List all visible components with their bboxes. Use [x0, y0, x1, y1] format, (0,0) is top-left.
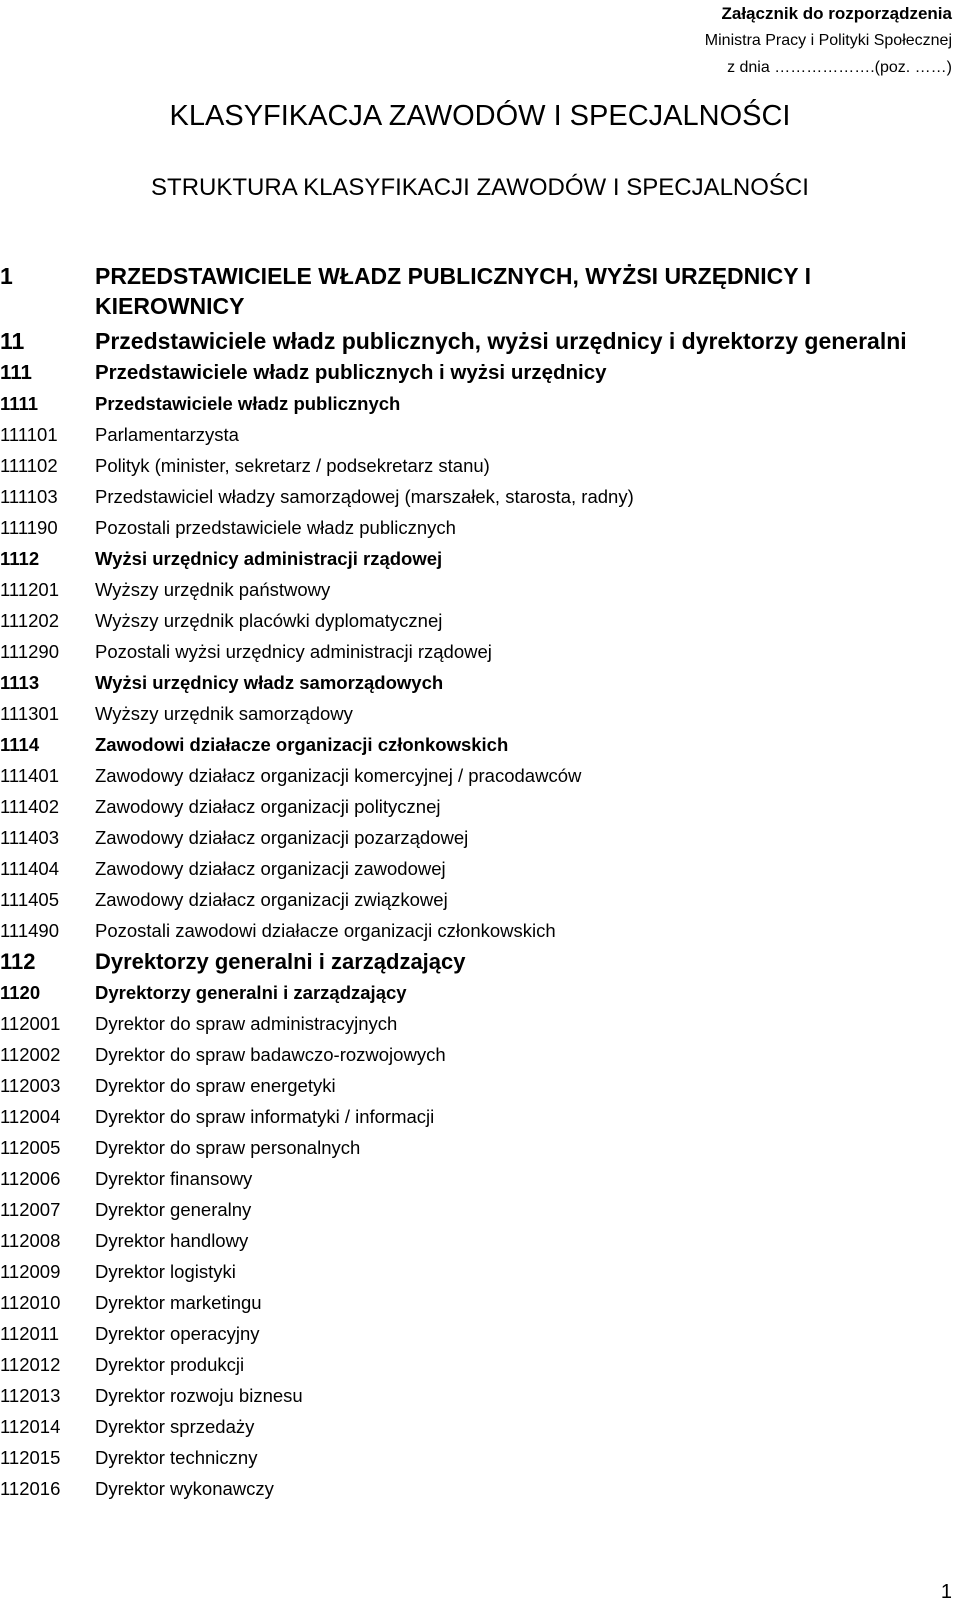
entry-name: Dyrektor do spraw energetyki [95, 1075, 336, 1096]
entry-code: 111202 [0, 610, 59, 631]
classification-entry [0, 1008, 945, 1039]
entry-code: 112016 [0, 1478, 61, 1499]
entry-code: 112010 [0, 1292, 61, 1313]
classification-entry [0, 977, 945, 1008]
entry-code: 112014 [0, 1416, 61, 1437]
entry-code: 1111 [0, 393, 39, 414]
entry-name: Wyżsi urzędnicy władz samorządowych [95, 672, 444, 693]
classification-entry [0, 512, 945, 543]
entry-name: Dyrektor techniczny [95, 1447, 258, 1468]
classification-list [0, 261, 945, 1504]
entry-code: 112006 [0, 1168, 61, 1189]
entry-code: 112005 [0, 1137, 61, 1158]
classification-entry [0, 1442, 945, 1473]
annex-note-line-3: z dnia ……………….(poz. ……) [727, 59, 952, 76]
entry-code: 112003 [0, 1075, 61, 1096]
classification-entry [0, 1287, 945, 1318]
entry-name: Dyrektor generalny [95, 1199, 252, 1220]
entry-name: Dyrektor do spraw badawczo-rozwojowych [95, 1044, 446, 1065]
entry-code: 112011 [0, 1323, 59, 1344]
entry-code: 111 [0, 361, 32, 384]
entry-code: 1114 [0, 734, 40, 755]
annex-note [705, 0, 952, 81]
entry-name: Zawodowy działacz organizacji pozarządowej [95, 827, 469, 848]
classification-entry [0, 729, 945, 760]
classification-entry [0, 388, 945, 419]
entry-name: Dyrektorzy generalni i zarządzający [95, 982, 407, 1003]
entry-code: 112008 [0, 1230, 61, 1251]
entry-code: 112012 [0, 1354, 61, 1375]
entry-name: Dyrektor do spraw administracyjnych [95, 1013, 398, 1034]
classification-entry [0, 1411, 945, 1442]
entry-name: Przedstawiciel władzy samorządowej (marszałek, starosta, radny) [95, 486, 634, 507]
classification-entry [0, 791, 945, 822]
classification-entry [0, 1163, 945, 1194]
entry-name: Wyższy urzędnik placówki dyplomatycznej [95, 610, 443, 631]
classification-entry [0, 915, 945, 946]
classification-entry [0, 419, 945, 450]
entry-code: 1112 [0, 548, 40, 569]
entry-code: 111102 [0, 455, 58, 476]
classification-entry [0, 450, 945, 481]
entry-name: Zawodowi działacze organizacji członkowskich [95, 734, 509, 755]
entry-code: 111490 [0, 920, 59, 941]
classification-entry [0, 1256, 945, 1287]
classification-entry [0, 481, 945, 512]
document-subtitle: STRUKTURA KLASYFIKACJI ZAWODÓW I SPECJALNOŚCI [151, 174, 809, 201]
entry-code: 112 [0, 949, 36, 974]
entry-code: 112013 [0, 1385, 61, 1406]
entry-code: 112015 [0, 1447, 61, 1468]
annex-note-line-1: Załącznik do rozporządzenia [721, 4, 952, 23]
entry-code: 112004 [0, 1106, 61, 1127]
classification-entry [0, 1349, 945, 1380]
entry-name: Wyższy urzędnik państwowy [95, 579, 331, 600]
classification-entry [0, 1194, 945, 1225]
classification-entry [0, 884, 945, 915]
classification-entry [0, 1132, 945, 1163]
entry-name: Zawodowy działacz organizacji związkowej [95, 889, 448, 910]
classification-entry [0, 853, 945, 884]
classification-entry [0, 1101, 945, 1132]
entry-name: Dyrektor finansowy [95, 1168, 253, 1189]
entry-code: 1120 [0, 982, 41, 1003]
entry-code: 1 [0, 263, 13, 289]
classification-entry [0, 326, 945, 356]
entry-name: Zawodowy działacz organizacji zawodowej [95, 858, 446, 879]
classification-entry [0, 946, 945, 977]
entry-code: 111405 [0, 889, 59, 910]
entry-code: 112009 [0, 1261, 61, 1282]
entry-code: 1113 [0, 672, 40, 693]
entry-name: Dyrektor wykonawczy [95, 1478, 274, 1499]
entry-name: Dyrektor marketingu [95, 1292, 262, 1313]
entry-name: Zawodowy działacz organizacji politycznej [95, 796, 441, 817]
classification-entry [0, 698, 945, 729]
entry-code: 111290 [0, 641, 59, 662]
entry-name: Przedstawiciele władz publicznych [95, 393, 401, 414]
entry-name: PRZEDSTAWICIELE WŁADZ PUBLICZNYCH, WYŻSI URZĘDNICY I KIEROWNICY [95, 263, 811, 319]
classification-entry [0, 1380, 945, 1411]
classification-entry [0, 667, 945, 698]
entry-code: 112002 [0, 1044, 61, 1065]
entry-code: 111190 [0, 517, 58, 538]
classification-entry [0, 357, 945, 388]
entry-name: Dyrektor produkcji [95, 1354, 245, 1375]
entry-name: Dyrektor sprzedaży [95, 1416, 255, 1437]
classification-entry [0, 822, 945, 853]
classification-entry [0, 1039, 945, 1070]
entry-name: Polityk (minister, sekretarz / podsekretarz stanu) [95, 455, 490, 476]
entry-code: 111103 [0, 486, 58, 507]
entry-name: Przedstawiciele władz publicznych i wyżsi urzędnicy [95, 361, 607, 384]
classification-entry [0, 261, 945, 321]
entry-name: Pozostali przedstawiciele władz publicznych [95, 517, 456, 538]
entry-name: Wyższy urzędnik samorządowy [95, 703, 353, 724]
entry-code: 111402 [0, 796, 59, 817]
classification-entry [0, 636, 945, 667]
classification-entry [0, 1225, 945, 1256]
entry-name: Dyrektor rozwoju biznesu [95, 1385, 303, 1406]
entry-name: Zawodowy działacz organizacji komercyjnej / pracodawców [95, 765, 582, 786]
entry-name: Parlamentarzysta [95, 424, 239, 445]
entry-code: 111403 [0, 827, 59, 848]
classification-entry [0, 1318, 945, 1349]
entry-code: 111301 [0, 703, 59, 724]
page-number: 1 [940, 1581, 952, 1603]
annex-note-line-2: Ministra Pracy i Polityki Społecznej [704, 32, 952, 49]
entry-code: 111101 [0, 424, 58, 445]
classification-entry [0, 543, 945, 574]
document-title: KLASYFIKACJA ZAWODÓW I SPECJALNOŚCI [169, 100, 791, 132]
classification-entry [0, 760, 945, 791]
entry-code: 111401 [0, 765, 59, 786]
classification-entry [0, 1473, 945, 1504]
entry-name: Dyrektorzy generalni i zarządzający [95, 949, 466, 974]
entry-name: Przedstawiciele władz publicznych, wyżsi urzędnicy i dyrektorzy generalni [95, 328, 907, 354]
entry-name: Wyżsi urzędnicy administracji rządowej [95, 548, 443, 569]
entry-code: 111201 [0, 579, 59, 600]
entry-code: 112007 [0, 1199, 61, 1220]
entry-name: Dyrektor logistyki [95, 1261, 236, 1282]
entry-name: Dyrektor operacyjny [95, 1323, 260, 1344]
entry-code: 112001 [0, 1013, 61, 1034]
entry-name: Pozostali wyżsi urzędnicy administracji rządowej [95, 641, 492, 662]
entry-name: Dyrektor do spraw personalnych [95, 1137, 361, 1158]
classification-entry [0, 1070, 945, 1101]
entry-name: Dyrektor handlowy [95, 1230, 249, 1251]
entry-code: 111404 [0, 858, 59, 879]
entry-name: Dyrektor do spraw informatyki / informacji [95, 1106, 435, 1127]
entry-code: 11 [0, 328, 25, 354]
entry-name: Pozostali zawodowi działacze organizacji członkowskich [95, 920, 556, 941]
classification-entry [0, 605, 945, 636]
classification-entry [0, 574, 945, 605]
